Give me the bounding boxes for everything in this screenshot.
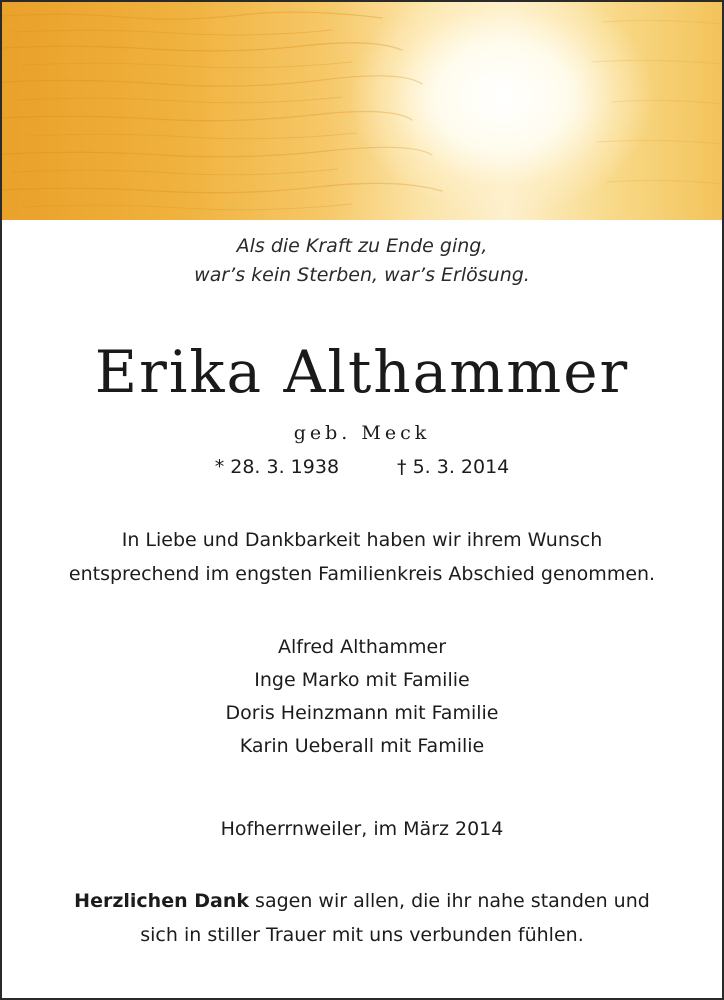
message-line-1: In Liebe und Dankbarkeit haben wir ihrem Wunsch bbox=[121, 529, 603, 551]
deceased-name: Erika Althammer bbox=[94, 338, 630, 406]
family-member: Alfred Althammer bbox=[277, 636, 447, 658]
thanks-bold: Herzlichen Dank bbox=[74, 890, 249, 912]
epitaph-quote bbox=[2, 232, 722, 290]
family-member: Inge Marko mit Familie bbox=[254, 669, 470, 691]
message-line-2: entsprechend im engsten Familienkreis Abschied genommen. bbox=[68, 563, 656, 585]
golden-water-banner bbox=[2, 2, 722, 220]
family-list bbox=[2, 631, 722, 763]
thanks-rest: sagen wir allen, die ihr nahe standen und bbox=[249, 890, 650, 912]
death-date: † 5. 3. 2014 bbox=[397, 456, 510, 478]
birth-date: * 28. 3. 1938 bbox=[214, 456, 340, 478]
thanks-line-1 bbox=[2, 884, 722, 918]
thanks-note bbox=[2, 884, 722, 952]
farewell-message bbox=[2, 523, 722, 591]
family-member: Karin Ueberall mit Familie bbox=[239, 735, 485, 757]
life-dates bbox=[2, 453, 722, 481]
quote-line-1: Als die Kraft zu Ende ging, bbox=[236, 235, 488, 257]
maiden-name: geb. Meck bbox=[293, 422, 431, 444]
place-date: Hofherrnweiler, im März 2014 bbox=[220, 818, 504, 840]
thanks-line-2: sich in stiller Trauer mit uns verbunden fühlen. bbox=[140, 924, 584, 946]
golden-water-icon bbox=[2, 2, 722, 220]
family-member: Doris Heinzmann mit Familie bbox=[225, 702, 499, 724]
quote-line-2: war’s kein Sterben, war’s Erlösung. bbox=[194, 264, 530, 286]
